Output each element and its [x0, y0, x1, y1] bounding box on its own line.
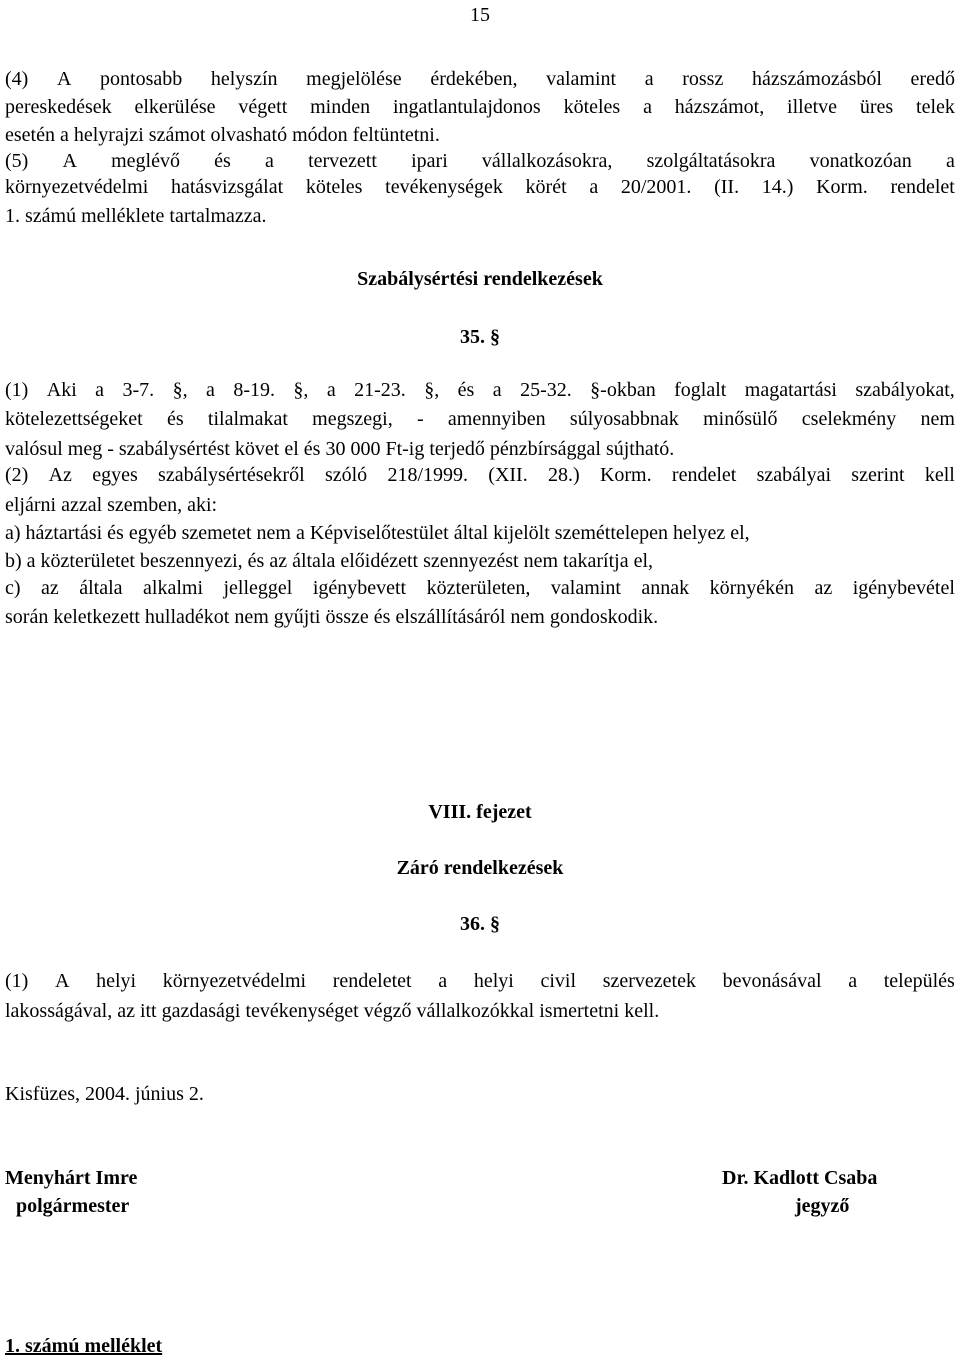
word: civil [540, 970, 577, 992]
word: szabályokat, [855, 379, 955, 401]
word: helyi [473, 970, 514, 992]
word: az [41, 577, 59, 599]
word: az [814, 577, 833, 599]
word: környezetvédelmi [162, 970, 307, 992]
s35p2-line1 [5, 464, 955, 487]
word: illetve [787, 96, 838, 118]
para5-line1 [5, 150, 955, 173]
mayor-name: Menyhárt Imre [5, 1167, 138, 1189]
word: alkalmi [143, 577, 204, 599]
word: érdekében, [430, 68, 518, 90]
word: §, [293, 379, 309, 401]
word: jelleggel [223, 577, 293, 599]
word: 25-32. [520, 379, 572, 401]
word: (XII. [488, 464, 528, 486]
word: A [55, 970, 70, 992]
word: igénybevett [312, 577, 407, 599]
word: súlyosabbnak [569, 408, 679, 430]
word: a [326, 379, 336, 401]
word: elkerülése [134, 96, 216, 118]
word: 14.) [761, 176, 794, 198]
section-36-number: 36. § [460, 913, 500, 935]
word: megjelölése [306, 68, 402, 90]
word: magatartási [744, 379, 837, 401]
word: tevékenységek [385, 176, 503, 198]
word: 3-7. [122, 379, 155, 401]
word: tervezett [308, 150, 377, 172]
word: valamint [546, 68, 617, 90]
word: 20/2001. [620, 176, 692, 198]
para5-line3: 1. számú melléklete tartalmazza. [5, 205, 267, 227]
word: rendelet [890, 176, 955, 198]
notary-name: Dr. Kadlott Csaba [722, 1167, 878, 1189]
word: §, [424, 379, 440, 401]
list-item-c-line1 [5, 577, 955, 600]
word: a [95, 379, 105, 401]
word: a [438, 970, 448, 992]
word: helyi [96, 970, 137, 992]
word: egyes [92, 464, 138, 486]
list-item-b: b) a közterületet beszennyezi, és az általa előidézett szennyezést nem takarítja el, [5, 550, 653, 572]
word: cselekmény [801, 408, 897, 430]
word: pereskedések [5, 96, 112, 118]
notary-title: jegyző [795, 1195, 850, 1217]
word: A [56, 68, 72, 90]
word: rossz [682, 68, 724, 90]
word: köteles [563, 96, 621, 118]
para4-line3: esetén a helyrajzi számot olvasható módon feltüntetni. [5, 124, 440, 146]
word: kötelezettségeket [5, 408, 143, 430]
section-35-number: 35. § [460, 326, 500, 348]
word: körét [525, 176, 567, 198]
word: vállalkozásokra, [481, 150, 613, 172]
word: minden [310, 96, 371, 118]
word: §, [172, 379, 188, 401]
mayor-title: polgármester [16, 1195, 130, 1217]
word: köteles [305, 176, 363, 198]
s35p2-line2: eljárni azzal szemben, aki: [5, 494, 218, 516]
word: amennyiben [447, 408, 546, 430]
s35p1-line1 [5, 379, 955, 402]
word: szerint [851, 464, 905, 486]
para4-line2 [5, 96, 955, 119]
word: §-okban [590, 379, 656, 401]
word: Az [48, 464, 72, 486]
word: szabálysértésekről [158, 464, 305, 486]
word: (5) [5, 150, 29, 172]
word: tilalmakat [207, 408, 288, 430]
word: házszámot, [674, 96, 765, 118]
section-heading-penalties: Szabálysértési rendelkezések [357, 268, 603, 290]
word: és [214, 150, 231, 172]
para5-line2 [5, 176, 955, 199]
word: Korm. [816, 176, 868, 198]
word: közterületen, [426, 577, 531, 599]
word: hatásvizsgálat [170, 176, 284, 198]
word: minősülő [703, 408, 778, 430]
word: (II. [714, 176, 740, 198]
annex-title: 1. számú melléklet [5, 1335, 163, 1357]
word: a [848, 970, 858, 992]
word: település [883, 970, 955, 992]
word: és [457, 379, 475, 401]
word: (4) [5, 68, 29, 90]
word: szolgáltatásokra [646, 150, 776, 172]
word: általa [79, 577, 123, 599]
word: helyszín [210, 68, 278, 90]
word: üres [859, 96, 894, 118]
word: bevonásával [722, 970, 822, 992]
word: A [62, 150, 77, 172]
word: rendelet [671, 464, 737, 486]
word: ipari [411, 150, 448, 172]
s35p1-line2 [5, 408, 955, 431]
word: környezetvédelmi [5, 176, 149, 198]
section-heading-final: Záró rendelkezések [396, 857, 564, 879]
word: pontosabb [100, 68, 183, 90]
word: a [206, 379, 215, 401]
word: 218/1999. [387, 464, 468, 486]
word: rendeletet [332, 970, 412, 992]
word: eredő [910, 68, 955, 90]
word: (1) [5, 379, 29, 401]
word: (1) [5, 970, 29, 992]
word: megszegi, [312, 408, 393, 430]
word: a [644, 68, 654, 90]
word: Aki [46, 379, 77, 401]
word: a [492, 379, 502, 401]
word: nem [920, 408, 955, 430]
s35p1-line3: valósul meg - szabálysértést követ el és 30 000 Ft-ig terjedő pénzbírsággal sújtható. [5, 438, 675, 460]
word: (2) [5, 464, 29, 486]
word: meglévő [111, 150, 180, 172]
place-and-date: Kisfüzes, 2004. június 2. [5, 1083, 204, 1105]
para4-line1 [5, 68, 955, 91]
word: telek [916, 96, 955, 118]
word: ingatlantulajdonos [392, 96, 541, 118]
word: és [166, 408, 184, 430]
list-item-a: a) háztartási és egyéb szemetet nem a Képviselőtestület által kijelölt szeméttelepen helyez el, [5, 522, 750, 544]
page-number: 15 [470, 4, 490, 26]
word: vonatkozóan [809, 150, 912, 172]
word: c) [5, 577, 21, 599]
word: szervezetek [602, 970, 696, 992]
word: végett [238, 96, 288, 118]
word: 8-19. [233, 379, 275, 401]
word: igénybevétel [852, 577, 955, 599]
s36p1-line1 [5, 970, 955, 993]
word: szóló [324, 464, 368, 486]
list-item-c-line2: során keletkezett hulladékot nem gyűjti össze és elszállításáról nem gondoskodik. [5, 606, 659, 628]
word: annak [641, 577, 690, 599]
word: 21-23. [354, 379, 406, 401]
word: szabályai [756, 464, 831, 486]
word: - [416, 408, 424, 430]
word: Korm. [599, 464, 652, 486]
word: 28.) [548, 464, 580, 486]
word: környékén [709, 577, 795, 599]
s36p1-line2: lakosságával, az itt gazdasági tevékenységet végző vállalkozókkal ismertetni kell. [5, 1000, 660, 1022]
word: a [265, 150, 274, 172]
word: házszámozásból [751, 68, 882, 90]
word: a [643, 96, 652, 118]
word: valamint [550, 577, 621, 599]
word: foglalt [674, 379, 727, 401]
word: kell [924, 464, 955, 486]
chapter-heading: VIII. fejezet [428, 801, 532, 823]
word: a [945, 150, 955, 172]
word: a [589, 176, 599, 198]
